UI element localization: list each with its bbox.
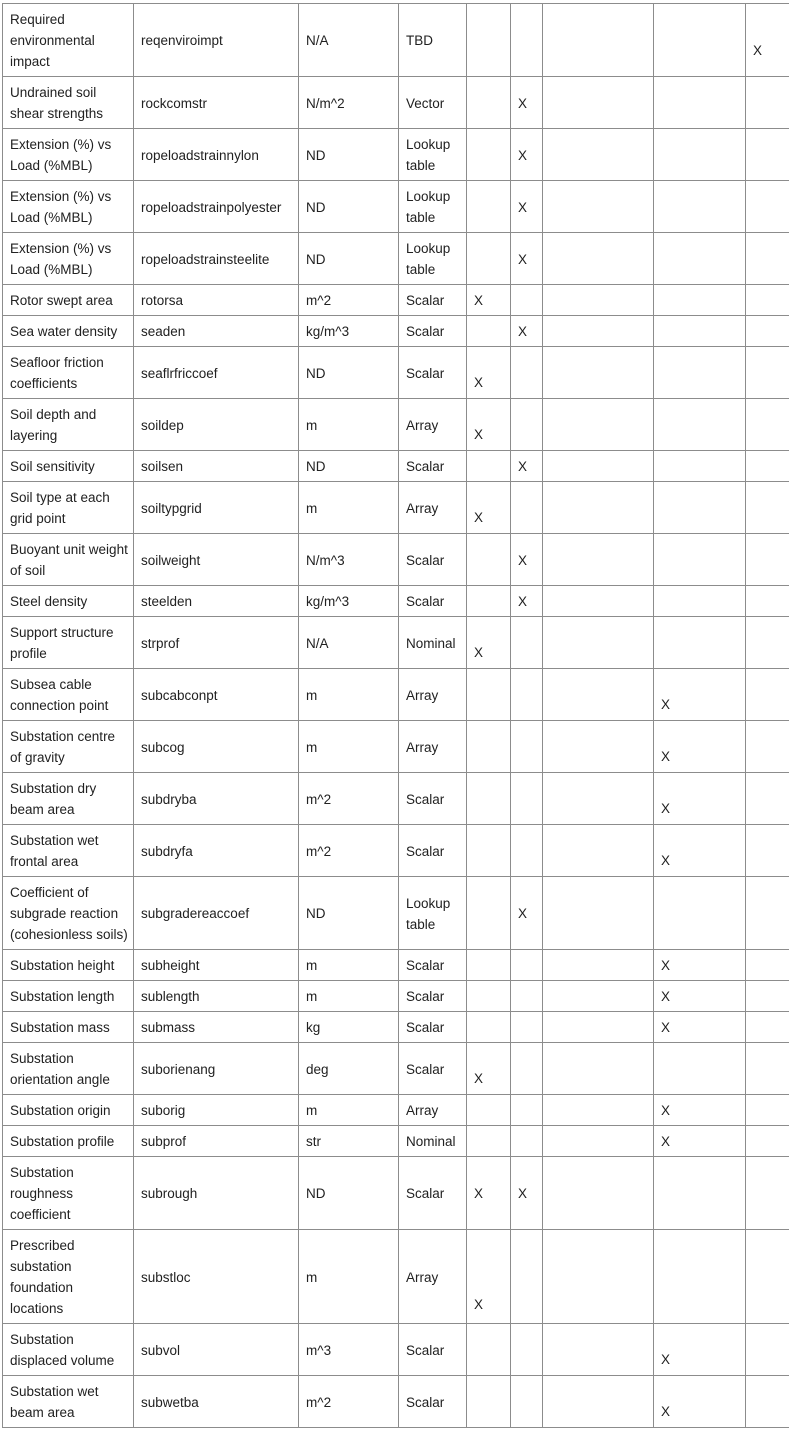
- empty-mark-cell: [746, 950, 789, 981]
- empty-mark-cell: [654, 482, 746, 534]
- variable-description-cell: Substation wet frontal area: [3, 825, 134, 877]
- variable-code-name-cell: ropeloadstrainpolyester: [134, 181, 299, 233]
- variable-description-cell: Substation orientation angle: [3, 1043, 134, 1095]
- variable-code-name-cell: sublength: [134, 981, 299, 1012]
- unit-cell: m^2: [299, 773, 399, 825]
- table-row: [3, 1324, 789, 1376]
- variable-code-name-cell: suborig: [134, 1095, 299, 1126]
- empty-mark-cell: [746, 1230, 789, 1324]
- empty-mark-cell: [746, 1157, 789, 1230]
- table-row: [3, 586, 789, 617]
- empty-mark-cell: [511, 1095, 543, 1126]
- table-row: [3, 617, 789, 669]
- empty-mark-cell: [467, 825, 511, 877]
- empty-mark-cell: [467, 129, 511, 181]
- empty-mark-cell: [543, 981, 654, 1012]
- empty-mark-cell: [543, 950, 654, 981]
- empty-mark-cell: [543, 4, 654, 77]
- variable-code-name-cell: subheight: [134, 950, 299, 981]
- unit-cell: deg: [299, 1043, 399, 1095]
- unit-cell: ND: [299, 181, 399, 233]
- empty-mark-cell: [467, 877, 511, 950]
- unit-cell: m^3: [299, 1324, 399, 1376]
- variable-description-cell: Seafloor friction coefficients: [3, 347, 134, 399]
- mark-x-cell: X: [511, 586, 543, 617]
- unit-cell: N/A: [299, 617, 399, 669]
- empty-mark-cell: [511, 1126, 543, 1157]
- empty-mark-cell: [543, 1157, 654, 1230]
- empty-mark-cell: [746, 129, 789, 181]
- empty-mark-cell: [511, 773, 543, 825]
- empty-mark-cell: [746, 233, 789, 285]
- empty-mark-cell: [543, 1126, 654, 1157]
- empty-mark-cell: [654, 534, 746, 586]
- empty-mark-cell: [543, 721, 654, 773]
- empty-mark-cell: [746, 773, 789, 825]
- mark-x-cell: X: [654, 721, 746, 773]
- data-type-cell: Scalar: [399, 825, 467, 877]
- variable-description-cell: Required environmental impact: [3, 4, 134, 77]
- empty-mark-cell: [654, 233, 746, 285]
- empty-mark-cell: [654, 129, 746, 181]
- variable-code-name-cell: subwetba: [134, 1376, 299, 1428]
- unit-cell: N/m^2: [299, 77, 399, 129]
- empty-mark-cell: [746, 1324, 789, 1376]
- mark-x-cell: X: [654, 669, 746, 721]
- empty-mark-cell: [543, 1012, 654, 1043]
- empty-mark-cell: [467, 950, 511, 981]
- empty-mark-cell: [746, 1126, 789, 1157]
- empty-mark-cell: [543, 233, 654, 285]
- mark-x-cell: X: [654, 1324, 746, 1376]
- empty-mark-cell: [511, 1043, 543, 1095]
- unit-cell: ND: [299, 129, 399, 181]
- empty-mark-cell: [467, 181, 511, 233]
- variable-description-cell: Extension (%) vs Load (%MBL): [3, 233, 134, 285]
- data-type-cell: Nominal: [399, 1126, 467, 1157]
- variable-code-name-cell: soiltypgrid: [134, 482, 299, 534]
- empty-mark-cell: [467, 77, 511, 129]
- table-row: [3, 981, 789, 1012]
- data-type-cell: Scalar: [399, 1157, 467, 1230]
- empty-mark-cell: [511, 399, 543, 451]
- data-type-cell: Scalar: [399, 534, 467, 586]
- unit-cell: m: [299, 1230, 399, 1324]
- data-type-cell: Scalar: [399, 451, 467, 482]
- mark-x-cell: X: [654, 773, 746, 825]
- variable-description-cell: Undrained soil shear strengths: [3, 77, 134, 129]
- empty-mark-cell: [511, 669, 543, 721]
- mark-x-cell: X: [467, 482, 511, 534]
- variables-table-body: [3, 4, 789, 1428]
- empty-mark-cell: [746, 877, 789, 950]
- variable-description-cell: Substation height: [3, 950, 134, 981]
- data-type-cell: Scalar: [399, 981, 467, 1012]
- empty-mark-cell: [543, 669, 654, 721]
- variable-code-name-cell: seaflrfriccoef: [134, 347, 299, 399]
- variable-code-name-cell: strprof: [134, 617, 299, 669]
- empty-mark-cell: [543, 482, 654, 534]
- data-type-cell: Scalar: [399, 285, 467, 316]
- empty-mark-cell: [543, 1095, 654, 1126]
- variable-description-cell: Substation roughness coefficient: [3, 1157, 134, 1230]
- data-type-cell: Lookup table: [399, 877, 467, 950]
- table-row: [3, 316, 789, 347]
- table-row: [3, 1043, 789, 1095]
- data-type-cell: Scalar: [399, 1324, 467, 1376]
- data-type-cell: Scalar: [399, 316, 467, 347]
- empty-mark-cell: [654, 1157, 746, 1230]
- empty-mark-cell: [511, 1376, 543, 1428]
- variable-description-cell: Substation length: [3, 981, 134, 1012]
- empty-mark-cell: [746, 285, 789, 316]
- empty-mark-cell: [746, 586, 789, 617]
- data-type-cell: Scalar: [399, 347, 467, 399]
- table-row: [3, 1157, 789, 1230]
- data-type-cell: Scalar: [399, 1376, 467, 1428]
- empty-mark-cell: [746, 981, 789, 1012]
- variable-description-cell: Extension (%) vs Load (%MBL): [3, 129, 134, 181]
- empty-mark-cell: [543, 451, 654, 482]
- empty-mark-cell: [543, 586, 654, 617]
- mark-x-cell: X: [654, 1012, 746, 1043]
- mark-x-cell: X: [511, 129, 543, 181]
- empty-mark-cell: [746, 482, 789, 534]
- empty-mark-cell: [543, 534, 654, 586]
- unit-cell: ND: [299, 233, 399, 285]
- variable-code-name-cell: steelden: [134, 586, 299, 617]
- variable-description-cell: Soil depth and layering: [3, 399, 134, 451]
- empty-mark-cell: [654, 77, 746, 129]
- empty-mark-cell: [543, 825, 654, 877]
- table-row: [3, 347, 789, 399]
- unit-cell: m: [299, 1095, 399, 1126]
- empty-mark-cell: [467, 451, 511, 482]
- table-row: [3, 1012, 789, 1043]
- empty-mark-cell: [467, 233, 511, 285]
- empty-mark-cell: [746, 825, 789, 877]
- empty-mark-cell: [543, 617, 654, 669]
- variable-code-name-cell: rotorsa: [134, 285, 299, 316]
- mark-x-cell: X: [511, 181, 543, 233]
- empty-mark-cell: [511, 285, 543, 316]
- empty-mark-cell: [543, 1043, 654, 1095]
- unit-cell: m^2: [299, 825, 399, 877]
- data-type-cell: Array: [399, 669, 467, 721]
- variable-code-name-cell: ropeloadstrainnylon: [134, 129, 299, 181]
- empty-mark-cell: [746, 669, 789, 721]
- mark-x-cell: X: [654, 1095, 746, 1126]
- data-type-cell: Scalar: [399, 1043, 467, 1095]
- variable-code-name-cell: soilweight: [134, 534, 299, 586]
- empty-mark-cell: [746, 617, 789, 669]
- table-row: [3, 451, 789, 482]
- unit-cell: m^2: [299, 1376, 399, 1428]
- empty-mark-cell: [543, 1376, 654, 1428]
- table-row: [3, 181, 789, 233]
- table-row: [3, 1126, 789, 1157]
- empty-mark-cell: [654, 586, 746, 617]
- table-row: [3, 825, 789, 877]
- data-type-cell: Scalar: [399, 1012, 467, 1043]
- data-type-cell: Array: [399, 1095, 467, 1126]
- data-type-cell: Array: [399, 482, 467, 534]
- unit-cell: ND: [299, 1157, 399, 1230]
- table-row: [3, 1095, 789, 1126]
- table-row: [3, 1376, 789, 1428]
- empty-mark-cell: [543, 285, 654, 316]
- empty-mark-cell: [746, 399, 789, 451]
- table-row: [3, 669, 789, 721]
- data-type-cell: Scalar: [399, 586, 467, 617]
- empty-mark-cell: [543, 399, 654, 451]
- mark-x-cell: X: [511, 534, 543, 586]
- data-type-cell: Lookup table: [399, 181, 467, 233]
- unit-cell: ND: [299, 451, 399, 482]
- empty-mark-cell: [467, 534, 511, 586]
- table-row: [3, 285, 789, 316]
- unit-cell: m^2: [299, 285, 399, 316]
- mark-x-cell: X: [654, 1126, 746, 1157]
- empty-mark-cell: [543, 347, 654, 399]
- variable-description-cell: Substation centre of gravity: [3, 721, 134, 773]
- data-type-cell: Array: [399, 721, 467, 773]
- unit-cell: m: [299, 669, 399, 721]
- unit-cell: N/m^3: [299, 534, 399, 586]
- mark-x-cell: X: [746, 4, 789, 77]
- variable-description-cell: Rotor swept area: [3, 285, 134, 316]
- mark-x-cell: X: [511, 233, 543, 285]
- unit-cell: m: [299, 950, 399, 981]
- data-type-cell: TBD: [399, 4, 467, 77]
- mark-x-cell: X: [467, 1043, 511, 1095]
- unit-cell: kg/m^3: [299, 586, 399, 617]
- variable-code-name-cell: rockcomstr: [134, 77, 299, 129]
- variable-description-cell: Extension (%) vs Load (%MBL): [3, 181, 134, 233]
- empty-mark-cell: [543, 181, 654, 233]
- variable-description-cell: Substation displaced volume: [3, 1324, 134, 1376]
- empty-mark-cell: [654, 285, 746, 316]
- table-row: [3, 4, 789, 77]
- variable-description-cell: Subsea cable connection point: [3, 669, 134, 721]
- table-row: [3, 950, 789, 981]
- variable-code-name-cell: subrough: [134, 1157, 299, 1230]
- empty-mark-cell: [746, 316, 789, 347]
- variable-code-name-cell: soilsen: [134, 451, 299, 482]
- empty-mark-cell: [511, 825, 543, 877]
- variable-code-name-cell: subdryfa: [134, 825, 299, 877]
- table-row: [3, 482, 789, 534]
- variable-code-name-cell: subdryba: [134, 773, 299, 825]
- mark-x-cell: X: [654, 981, 746, 1012]
- empty-mark-cell: [746, 721, 789, 773]
- data-type-cell: Lookup table: [399, 129, 467, 181]
- table-row: [3, 129, 789, 181]
- empty-mark-cell: [654, 451, 746, 482]
- empty-mark-cell: [467, 1095, 511, 1126]
- unit-cell: str: [299, 1126, 399, 1157]
- empty-mark-cell: [511, 950, 543, 981]
- empty-mark-cell: [467, 586, 511, 617]
- table-row: [3, 534, 789, 586]
- empty-mark-cell: [746, 1043, 789, 1095]
- empty-mark-cell: [511, 1012, 543, 1043]
- empty-mark-cell: [467, 4, 511, 77]
- empty-mark-cell: [654, 1230, 746, 1324]
- variable-description-cell: Soil type at each grid point: [3, 482, 134, 534]
- mark-x-cell: X: [511, 877, 543, 950]
- variable-description-cell: Prescribed substation foundation locations: [3, 1230, 134, 1324]
- empty-mark-cell: [467, 316, 511, 347]
- table-row: [3, 233, 789, 285]
- unit-cell: kg: [299, 1012, 399, 1043]
- empty-mark-cell: [511, 4, 543, 77]
- empty-mark-cell: [543, 877, 654, 950]
- empty-mark-cell: [467, 1126, 511, 1157]
- variable-description-cell: Substation dry beam area: [3, 773, 134, 825]
- empty-mark-cell: [746, 1095, 789, 1126]
- empty-mark-cell: [511, 1324, 543, 1376]
- variable-description-cell: Buoyant unit weight of soil: [3, 534, 134, 586]
- empty-mark-cell: [543, 1230, 654, 1324]
- data-type-cell: Vector: [399, 77, 467, 129]
- variable-code-name-cell: subcog: [134, 721, 299, 773]
- table-row: [3, 1230, 789, 1324]
- empty-mark-cell: [746, 77, 789, 129]
- empty-mark-cell: [746, 1012, 789, 1043]
- variable-description-cell: Substation wet beam area: [3, 1376, 134, 1428]
- variable-description-cell: Coefficient of subgrade reaction (cohesionless soils): [3, 877, 134, 950]
- mark-x-cell: X: [511, 316, 543, 347]
- variable-code-name-cell: suborienang: [134, 1043, 299, 1095]
- empty-mark-cell: [511, 617, 543, 669]
- empty-mark-cell: [746, 451, 789, 482]
- data-type-cell: Lookup table: [399, 233, 467, 285]
- data-type-cell: Scalar: [399, 773, 467, 825]
- empty-mark-cell: [467, 1376, 511, 1428]
- variable-code-name-cell: subgradereaccoef: [134, 877, 299, 950]
- variable-description-cell: Substation origin: [3, 1095, 134, 1126]
- empty-mark-cell: [467, 721, 511, 773]
- variable-code-name-cell: substloc: [134, 1230, 299, 1324]
- table-row: [3, 773, 789, 825]
- empty-mark-cell: [543, 316, 654, 347]
- empty-mark-cell: [511, 482, 543, 534]
- variable-description-cell: Substation mass: [3, 1012, 134, 1043]
- table-row: [3, 77, 789, 129]
- variable-code-name-cell: submass: [134, 1012, 299, 1043]
- empty-mark-cell: [511, 347, 543, 399]
- variable-code-name-cell: ropeloadstrainsteelite: [134, 233, 299, 285]
- empty-mark-cell: [654, 877, 746, 950]
- mark-x-cell: X: [654, 950, 746, 981]
- table-row: [3, 721, 789, 773]
- mark-x-cell: X: [511, 77, 543, 129]
- unit-cell: m: [299, 482, 399, 534]
- mark-x-cell: X: [467, 617, 511, 669]
- variable-code-name-cell: subvol: [134, 1324, 299, 1376]
- unit-cell: ND: [299, 877, 399, 950]
- empty-mark-cell: [511, 981, 543, 1012]
- empty-mark-cell: [654, 316, 746, 347]
- empty-mark-cell: [543, 1324, 654, 1376]
- unit-cell: ND: [299, 347, 399, 399]
- variable-description-cell: Sea water density: [3, 316, 134, 347]
- variable-code-name-cell: reqenviroimpt: [134, 4, 299, 77]
- empty-mark-cell: [654, 181, 746, 233]
- empty-mark-cell: [467, 981, 511, 1012]
- variable-description-cell: Substation profile: [3, 1126, 134, 1157]
- mark-x-cell: X: [467, 1157, 511, 1230]
- variables-table: [2, 3, 789, 1428]
- data-type-cell: Nominal: [399, 617, 467, 669]
- empty-mark-cell: [654, 399, 746, 451]
- data-type-cell: Scalar: [399, 950, 467, 981]
- empty-mark-cell: [511, 1230, 543, 1324]
- data-type-cell: Array: [399, 399, 467, 451]
- empty-mark-cell: [746, 1376, 789, 1428]
- variable-code-name-cell: soildep: [134, 399, 299, 451]
- empty-mark-cell: [467, 1012, 511, 1043]
- table-row: [3, 399, 789, 451]
- empty-mark-cell: [654, 347, 746, 399]
- empty-mark-cell: [654, 1043, 746, 1095]
- mark-x-cell: X: [511, 451, 543, 482]
- empty-mark-cell: [543, 77, 654, 129]
- unit-cell: N/A: [299, 4, 399, 77]
- empty-mark-cell: [654, 4, 746, 77]
- mark-x-cell: X: [467, 347, 511, 399]
- empty-mark-cell: [654, 617, 746, 669]
- empty-mark-cell: [746, 181, 789, 233]
- mark-x-cell: X: [654, 1376, 746, 1428]
- variable-description-cell: Steel density: [3, 586, 134, 617]
- empty-mark-cell: [543, 773, 654, 825]
- empty-mark-cell: [467, 773, 511, 825]
- unit-cell: m: [299, 981, 399, 1012]
- empty-mark-cell: [543, 129, 654, 181]
- mark-x-cell: X: [467, 285, 511, 316]
- unit-cell: m: [299, 721, 399, 773]
- table-row: [3, 877, 789, 950]
- empty-mark-cell: [511, 721, 543, 773]
- empty-mark-cell: [467, 1324, 511, 1376]
- empty-mark-cell: [467, 669, 511, 721]
- mark-x-cell: X: [654, 825, 746, 877]
- variable-description-cell: Support structure profile: [3, 617, 134, 669]
- variable-code-name-cell: subcabconpt: [134, 669, 299, 721]
- data-type-cell: Array: [399, 1230, 467, 1324]
- mark-x-cell: X: [467, 399, 511, 451]
- mark-x-cell: X: [511, 1157, 543, 1230]
- empty-mark-cell: [746, 534, 789, 586]
- mark-x-cell: X: [467, 1230, 511, 1324]
- variable-description-cell: Soil sensitivity: [3, 451, 134, 482]
- variable-code-name-cell: subprof: [134, 1126, 299, 1157]
- empty-mark-cell: [746, 347, 789, 399]
- variable-code-name-cell: seaden: [134, 316, 299, 347]
- unit-cell: m: [299, 399, 399, 451]
- unit-cell: kg/m^3: [299, 316, 399, 347]
